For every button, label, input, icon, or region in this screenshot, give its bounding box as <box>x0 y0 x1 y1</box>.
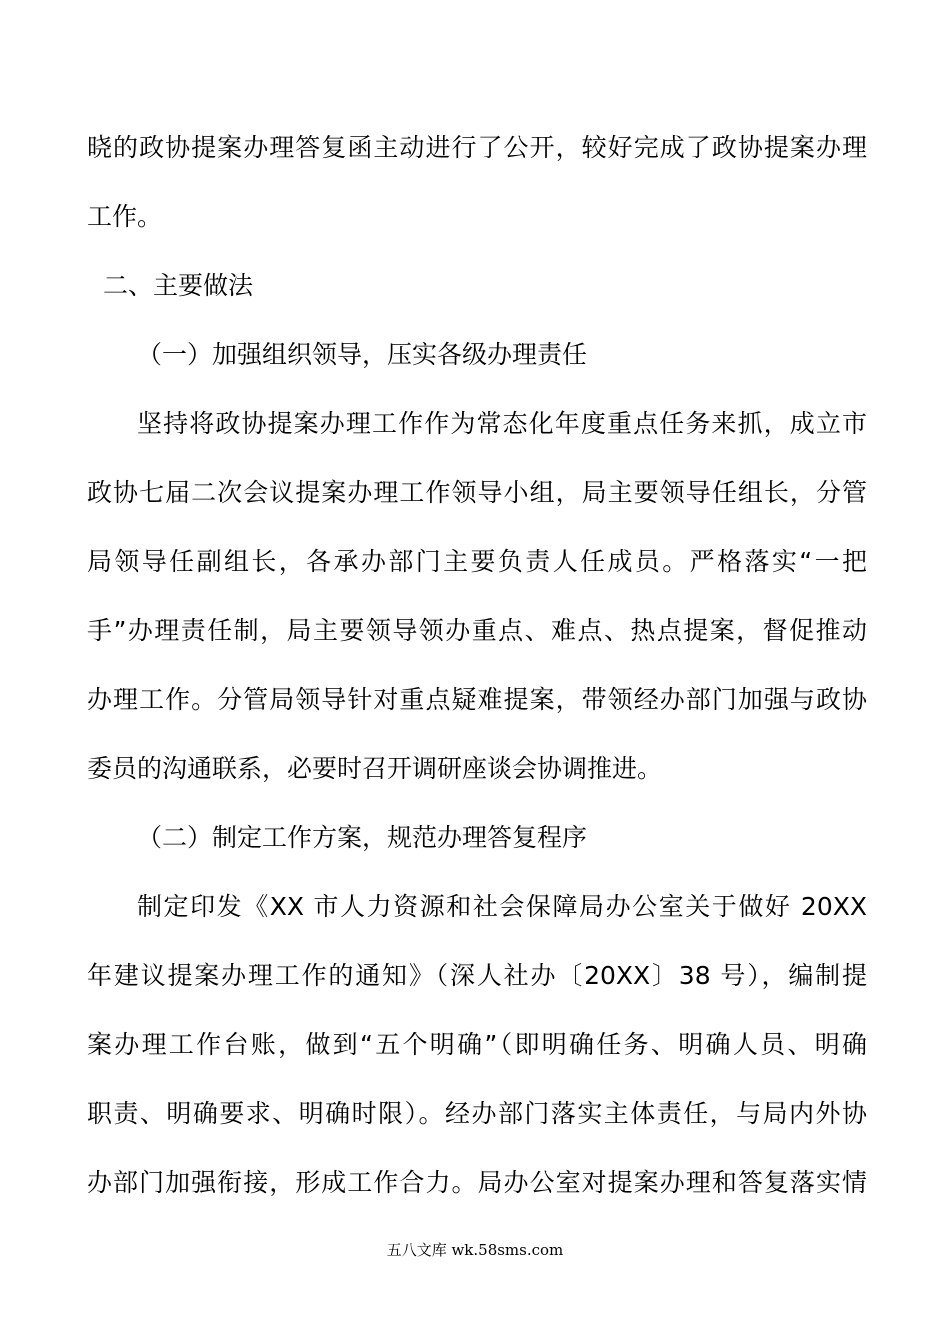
paragraph-line: 政协七届二次会议提案办理工作领导小组，局主要领导任组长，分管 <box>87 478 867 507</box>
paragraph-line: 委员的沟通联系，必要时召开调研座谈会协调推进。 <box>87 754 663 783</box>
paragraph-line: 年建议提案办理工作的通知》（深人社办〔20XX〕38 号），编制提 <box>87 961 867 990</box>
paragraph-line: 手”办理责任制，局主要领导领办重点、难点、热点提案，督促推动 <box>87 616 867 645</box>
subsection-heading: （二）制定工作方案，规范办理答复程序 <box>137 823 588 852</box>
section-heading: 二、主要做法 <box>103 271 254 300</box>
page-footer: 五八文库 wk.58sms.com <box>386 1241 564 1259</box>
subsection-heading: （一）加强组织领导，压实各级办理责任 <box>137 340 588 369</box>
paragraph-line: 办部门加强衔接，形成工作合力。局办公室对提案办理和答复落实情 <box>87 1168 867 1197</box>
paragraph-line: 工作。 <box>87 202 163 231</box>
paragraph-line: 办理工作。分管局领导针对重点疑难提案，带领经办部门加强与政协 <box>87 685 867 714</box>
paragraph-line: 制定印发《XX 市人力资源和社会保障局办公室关于做好 20XX <box>137 892 867 921</box>
paragraph-line: 坚持将政协提案办理工作作为常态化年度重点任务来抓，成立市 <box>137 409 867 438</box>
paragraph-line: 局领导任副组长，各承办部门主要负责人任成员。严格落实“一把 <box>87 547 867 576</box>
paragraph-line: 晓的政协提案办理答复函主动进行了公开，较好完成了政协提案办理 <box>87 133 867 162</box>
paragraph-line: 案办理工作台账，做到“五个明确”（即明确任务、明确人员、明确 <box>87 1030 867 1059</box>
paragraph-line: 职责、明确要求、明确时限）。经办部门落实主体责任，与局内外协 <box>87 1099 867 1128</box>
